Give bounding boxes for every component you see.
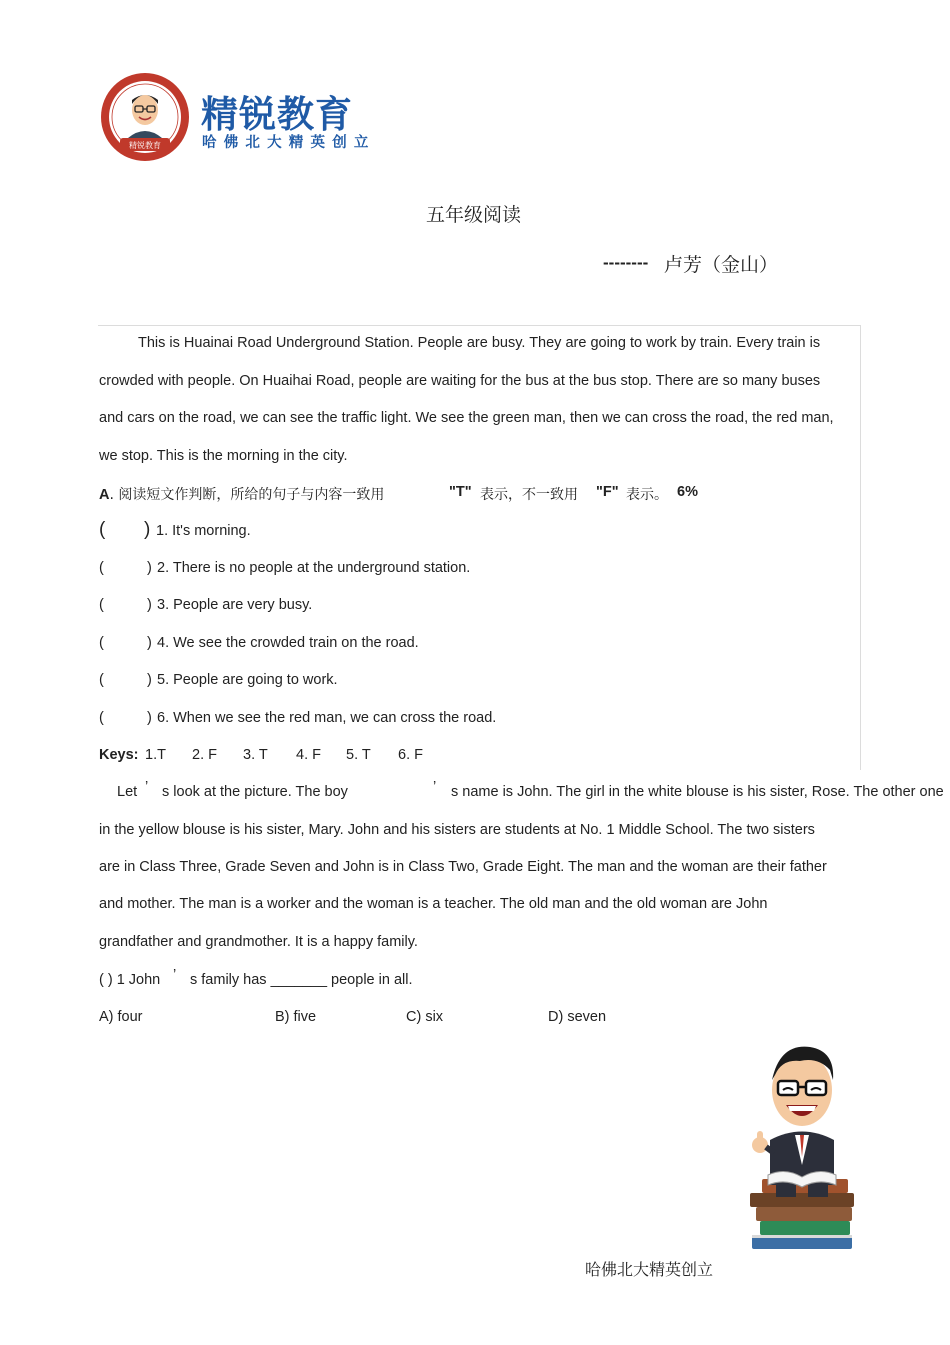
- option-c[interactable]: C) six: [406, 1009, 444, 1025]
- passage2-line: grandfather and grandmother. It is a happy family.: [99, 934, 418, 950]
- question-text: 4. We see the crowded train on the road.: [157, 635, 419, 651]
- answer-paren-close: ): [147, 672, 152, 688]
- passage1-line: and cars on the road, we can see the traffic light. We see the green man, then we can cross the road, the red man,: [99, 410, 834, 426]
- passage2-line: are in Class Three, Grade Seven and John is in Class Two, Grade Eight. The man and the woman are their father: [99, 859, 827, 875]
- footer-slogan: 哈佛北大精英创立: [585, 1260, 714, 1279]
- key-answer: 1.T: [145, 747, 166, 763]
- score: 6%: [677, 484, 698, 500]
- question-text: 5. People are going to work.: [157, 672, 338, 688]
- option-b[interactable]: B) five: [275, 1009, 317, 1025]
- apostrophe: ’: [173, 967, 177, 983]
- option-a[interactable]: A) four: [99, 1009, 143, 1025]
- key-answer: 5. T: [346, 747, 371, 763]
- section-a-dot: .: [109, 487, 114, 503]
- passage2-line: and mother. The man is a worker and the woman is a teacher. The old man and the old woman are John: [99, 896, 768, 912]
- answer-paren-close: ): [147, 560, 152, 576]
- answer-paren-open[interactable]: (: [99, 597, 104, 613]
- passage2-text: s name is John. The girl in the white blouse is his sister, Rose. The other one: [451, 784, 944, 800]
- answer-paren-close: ): [147, 635, 152, 651]
- passage2-text: s look at the picture. The boy: [162, 784, 348, 800]
- document-title: 五年级阅读: [426, 204, 522, 226]
- true-mark: "T": [449, 484, 472, 500]
- key-answer: 6. F: [398, 747, 423, 763]
- question-text: 6. When we see the red man, we can cross the road.: [157, 710, 497, 726]
- instruction-text: 表示，不一致用: [480, 487, 578, 503]
- section-a-label: A: [99, 487, 110, 503]
- key-answer: 3. T: [243, 747, 268, 763]
- answer-paren-close: ): [144, 519, 151, 540]
- question-text: 2. There is no people at the underground station.: [157, 560, 471, 576]
- brand-name: 精锐教育: [201, 93, 353, 136]
- logo-badge-icon: [100, 72, 190, 162]
- passage1-line: This is Huainai Road Underground Station. People are busy. They are going to work by train. Every train is: [138, 335, 821, 351]
- key-answer: 2. F: [192, 747, 217, 763]
- key-answer: 4. F: [296, 747, 321, 763]
- question-text: 1. It's morning.: [156, 523, 251, 539]
- section-box-right-border: [860, 325, 861, 770]
- answer-paren-open[interactable]: (: [99, 710, 104, 726]
- author-dashes: --------: [603, 253, 649, 272]
- badge-text: 精锐教育: [129, 141, 161, 150]
- question-b-text: s family has _______ people in all.: [190, 972, 413, 988]
- answer-paren-open[interactable]: (: [99, 635, 104, 651]
- brand-slogan: 哈佛北大精英创立: [202, 135, 376, 151]
- option-d[interactable]: D) seven: [548, 1009, 607, 1025]
- instruction-text: 表示。: [626, 487, 668, 503]
- answer-paren-close: ): [147, 597, 152, 613]
- section-a-instruction: [99, 484, 384, 504]
- question-text: 3. People are very busy.: [157, 597, 313, 613]
- teacher-cartoon-icon: [740, 1035, 865, 1270]
- apostrophe: ’: [145, 779, 149, 795]
- instruction-text: 阅读短文作判断，所给的句子与内容一致用: [118, 487, 385, 503]
- passage1-line: crowded with people. On Huaihai Road, people are waiting for the bus at the bus stop. There are so many buses: [99, 373, 821, 389]
- false-mark: "F": [596, 484, 619, 500]
- question-b-prefix: ( ) 1 John: [99, 972, 161, 988]
- passage1-line: we stop. This is the morning in the city.: [99, 448, 348, 464]
- answer-paren-close: ): [147, 710, 152, 726]
- answer-paren-open[interactable]: (: [99, 672, 104, 688]
- keys-label: Keys:: [99, 747, 139, 763]
- passage2-text: Let: [117, 784, 138, 800]
- author-name: 卢芳（金山）: [664, 254, 779, 276]
- answer-paren-open[interactable]: (: [99, 519, 106, 540]
- section-box-top-border: [98, 325, 860, 326]
- passage2-line: in the yellow blouse is his sister, Mary. John and his sisters are students at No. 1 Middle School. The two sisters: [99, 822, 815, 838]
- answer-paren-open[interactable]: (: [99, 560, 104, 576]
- apostrophe: ’: [433, 779, 437, 795]
